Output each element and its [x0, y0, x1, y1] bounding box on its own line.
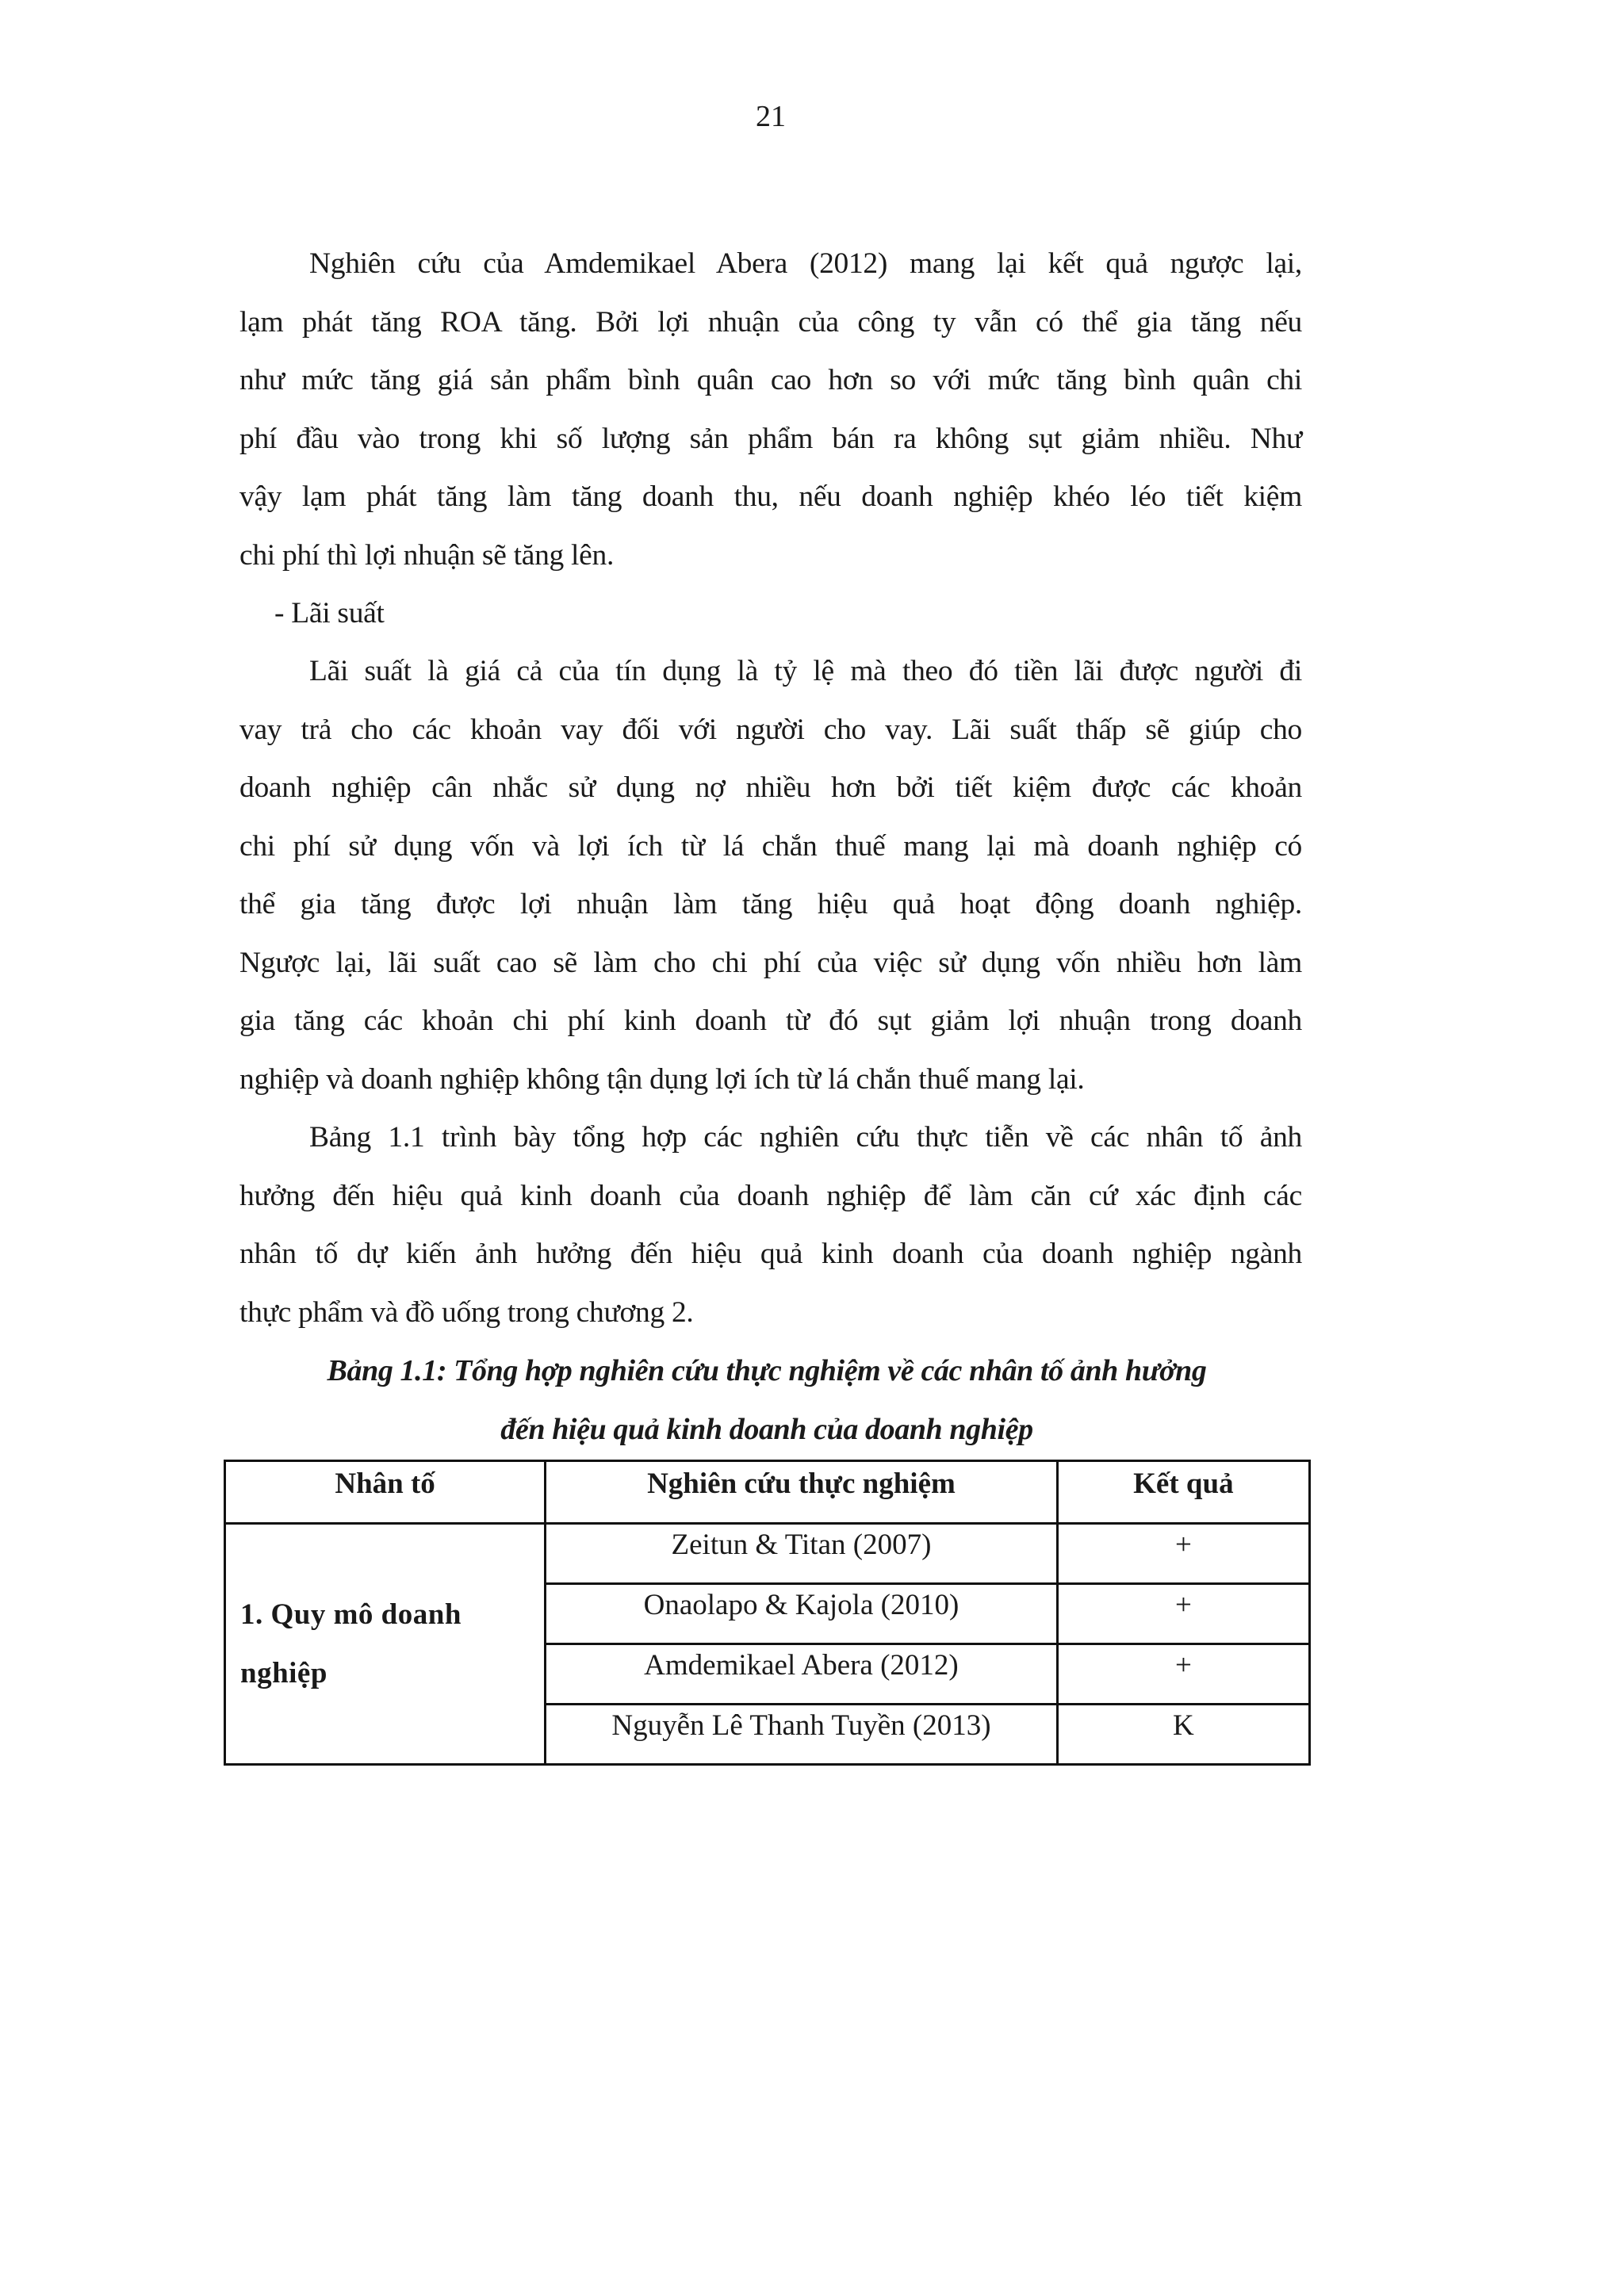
- header-result: Kết quả: [1057, 1461, 1309, 1524]
- text-line: lạm phát tăng ROA tăng. Bởi lợi nhuận của công ty vẫn có thể gia tăng nếu: [239, 305, 1302, 339]
- paragraph-inflation-effect: [239, 235, 1302, 584]
- paragraph-table-intro: [239, 1108, 1302, 1341]
- study-cell: Nguyễn Lê Thanh Tuyền (2013): [546, 1705, 1058, 1765]
- header-empirical-study: Nghiên cứu thực nghiệm: [546, 1461, 1058, 1524]
- empirical-studies-table: [224, 1460, 1311, 1766]
- table-caption: [224, 1341, 1310, 1459]
- result-cell: +: [1057, 1524, 1309, 1584]
- text-line: hưởng đến hiệu quả kinh doanh của doanh nghiệp để làm căn cứ xác định các: [239, 1179, 1302, 1212]
- text-line: vay trả cho các khoản vay đối với người cho vay. Lãi suất thấp sẽ giúp cho: [239, 713, 1302, 746]
- text-line: phí đầu vào trong khi số lượng sản phẩm bán ra không sụt giảm nhiều. Như: [239, 422, 1302, 455]
- factor-cell: [225, 1524, 546, 1765]
- table-row: [225, 1524, 1310, 1584]
- header-factor: Nhân tố: [225, 1461, 546, 1524]
- result-cell: +: [1057, 1584, 1309, 1644]
- paragraph-interest-rate: [239, 642, 1302, 1108]
- text-line: nhân tố dự kiến ảnh hưởng đến hiệu quả kinh doanh của doanh nghiệp ngành: [239, 1238, 1302, 1270]
- factor-label: nghiệp: [240, 1656, 327, 1689]
- text-line: Bảng 1.1 trình bày tổng hợp các nghiên cứu thực tiễn về các nhân tố ảnh: [309, 1121, 1302, 1154]
- table-caption-line: đến hiệu quả kinh doanh của doanh nghiệp: [500, 1413, 1033, 1446]
- result-cell: +: [1057, 1644, 1309, 1705]
- text-line: Ngược lại, lãi suất cao sẽ làm cho chi phí của việc sử dụng vốn nhiều hơn làm: [239, 946, 1302, 979]
- text-line: chi phí thì lợi nhuận sẽ tăng lên.: [239, 538, 615, 572]
- text-line: Nghiên cứu của Amdemikael Abera (2012) mang lại kết quả ngược lại,: [309, 247, 1302, 280]
- text-line: như mức tăng giá sản phẩm bình quân cao hơn so với mức tăng bình quân chi: [239, 364, 1302, 396]
- text-line: thể gia tăng được lợi nhuận làm tăng hiệu quả hoạt động doanh nghiệp.: [239, 888, 1302, 920]
- study-cell: Amdemikael Abera (2012): [546, 1644, 1058, 1705]
- text-line: doanh nghiệp cân nhắc sử dụng nợ nhiều hơn bởi tiết kiệm được các khoản: [239, 771, 1302, 804]
- section-subheading: [239, 584, 1302, 643]
- table-caption-line: Bảng 1.1: Tổng hợp nghiên cứu thực nghiệm về các nhân tố ảnh hưởng: [327, 1354, 1207, 1387]
- factor-label: 1. Quy mô doanh: [240, 1598, 462, 1631]
- text-line: nghiệp và doanh nghiệp không tận dụng lợi ích từ lá chắn thuế mang lại.: [239, 1062, 1085, 1096]
- study-cell: Onaolapo & Kajola (2010): [546, 1584, 1058, 1644]
- text-line: gia tăng các khoản chi phí kinh doanh từ đó sụt giảm lợi nhuận trong doanh: [239, 1004, 1302, 1037]
- text-line: thực phẩm và đồ uống trong chương 2.: [239, 1295, 694, 1329]
- text-line: Lãi suất là giá cả của tín dụng là tỷ lệ mà theo đó tiền lãi được người đi: [309, 655, 1302, 687]
- text-line: chi phí sử dụng vốn và lợi ích từ lá chắn thuế mang lại mà doanh nghiệp có: [239, 829, 1302, 863]
- subheading-interest-rate: - Lãi suất: [274, 597, 385, 629]
- table-header-row: [225, 1461, 1310, 1524]
- result-cell: K: [1057, 1705, 1309, 1765]
- study-cell: Zeitun & Titan (2007): [546, 1524, 1058, 1584]
- page-number: 21: [756, 100, 786, 133]
- text-line: vậy lạm phát tăng làm tăng doanh thu, nếu doanh nghiệp khéo léo tiết kiệm: [239, 480, 1302, 513]
